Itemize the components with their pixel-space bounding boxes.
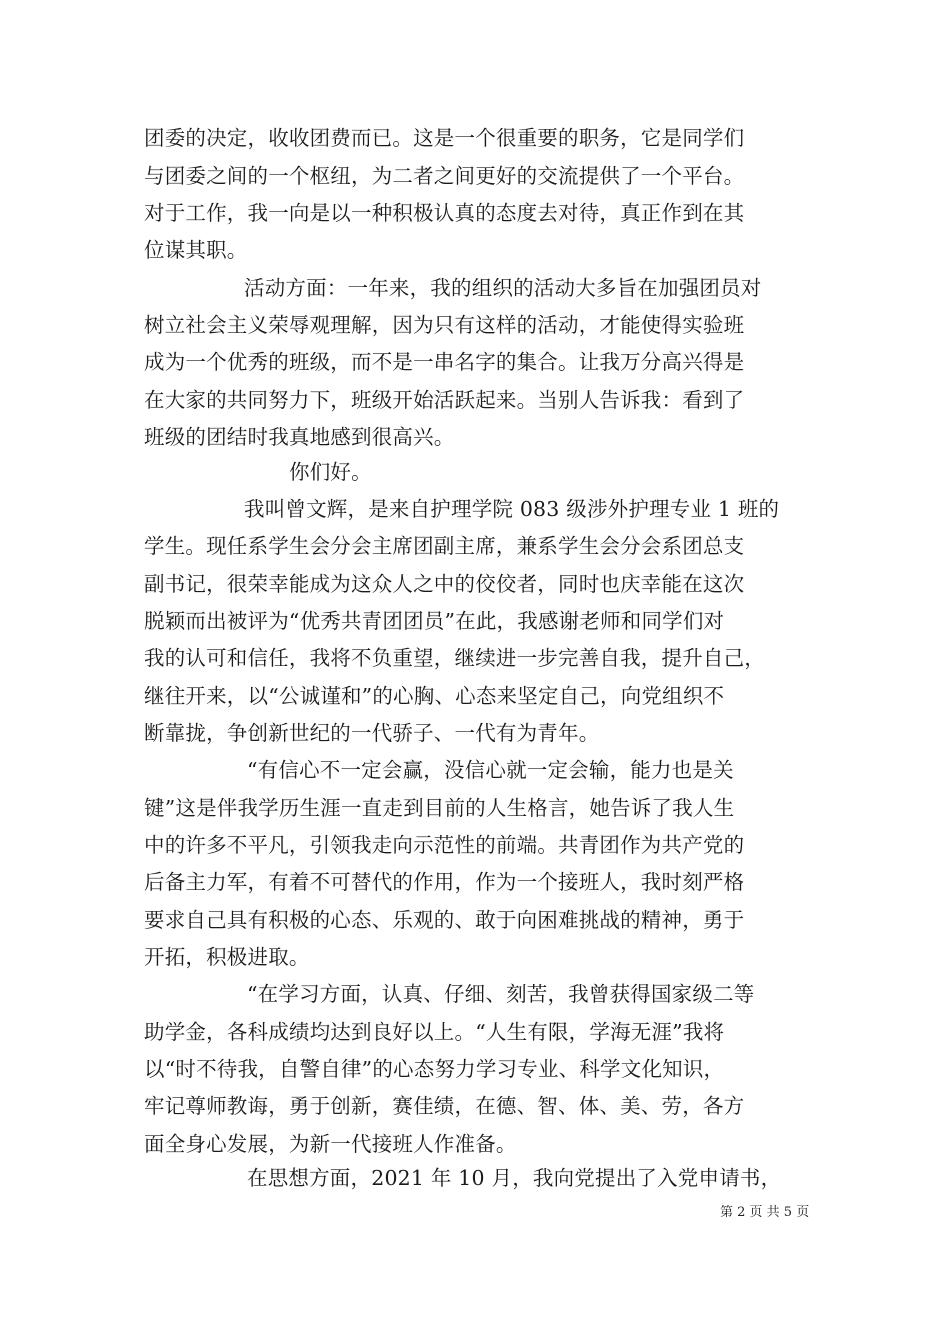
text-line: 键”这是伴我学历生涯一直走到目前的人生格言，她告诉了我人生 [144, 796, 735, 820]
text-line: 牢记尊师教诲，勇于创新，赛佳绩，在德、智、体、美、劳，各方 [144, 1094, 745, 1118]
text-line: 我叫曾文辉，是来自护理学院 083 级涉外护理专业 1 班的 [244, 497, 780, 521]
text-line: 在思想方面，2021 年 10 月，我向党提出了入党申请书， [247, 1166, 782, 1190]
text-line: 面全身心发展，为新一代接班人作准备。 [144, 1132, 517, 1156]
page-number-footer: 第 2 页 共 5 页 [720, 1205, 810, 1220]
text-line: 树立社会主义荣辱观理解，因为只有这样的活动，才能使得实验班 [144, 313, 745, 337]
text-line: 成为一个优秀的班级，而不是一串名字的集合。让我万分高兴得是 [144, 350, 745, 374]
text-line: 继往开来，以“公诚谨和”的心胸、心态来坚定自己，向党组织不 [144, 684, 725, 708]
greeting-line: 你们好。 [289, 460, 372, 484]
text-line: 中的许多不平凡，引领我走向示范性的前端。共青团作为共产党的 [144, 833, 745, 857]
text-line: “在学习方面，认真、仔细、刻苦，我曾获得国家级二等 [247, 982, 755, 1006]
text-line: 脱颖而出被评为“优秀共青团团员”在此，我感谢老师和同学们对 [144, 609, 725, 633]
text-line: 活动方面：一年来，我的组织的活动大多旨在加强团员对 [244, 276, 762, 300]
text-line: 以“时不待我，自警自律”的心态努力学习专业、科学文化知识， [144, 1057, 725, 1081]
text-line: 位谋其职。 [144, 238, 248, 262]
text-line: 开拓，积极进取。 [144, 945, 310, 969]
text-line: 对于工作，我一向是以一种积极认真的态度去对待，真正作到在其 [144, 201, 745, 225]
text-line: 在大家的共同努力下，班级开始活跃起来。当别人告诉我：看到了 [144, 388, 745, 412]
text-line: 要求自己具有积极的心态、乐观的、敢于向困难挑战的精神，勇于 [144, 908, 745, 932]
text-line: 学生。现任系学生会分会主席团副主席，兼系学生会分会系团总支 [144, 534, 745, 558]
text-line: 副书记，很荣幸能成为这众人之中的佼佼者，同时也庆幸能在这次 [144, 572, 745, 596]
text-line: 团委的决定，收收团费而已。这是一个很重要的职务，它是同学们 [144, 126, 745, 150]
text-line: 助学金，各科成绩均达到良好以上。“人生有限，学海无涯”我将 [144, 1020, 725, 1044]
text-line: 与团委之间的一个枢纽，为二者之间更好的交流提供了一个平台。 [144, 164, 745, 188]
text-line: 断靠拢，争创新世纪的一代骄子、一代有为青年。 [144, 721, 600, 745]
text-line: 我的认可和信任，我将不负重望，继续进一步完善自我，提升自己， [144, 646, 765, 670]
text-line: “有信心不一定会赢，没信心就一定会输，能力也是关 [247, 758, 734, 782]
text-line: 班级的团结时我真地感到很高兴。 [144, 425, 455, 449]
text-line: 后备主力军，有着不可替代的作用，作为一个接班人，我时刻严格 [144, 870, 745, 894]
